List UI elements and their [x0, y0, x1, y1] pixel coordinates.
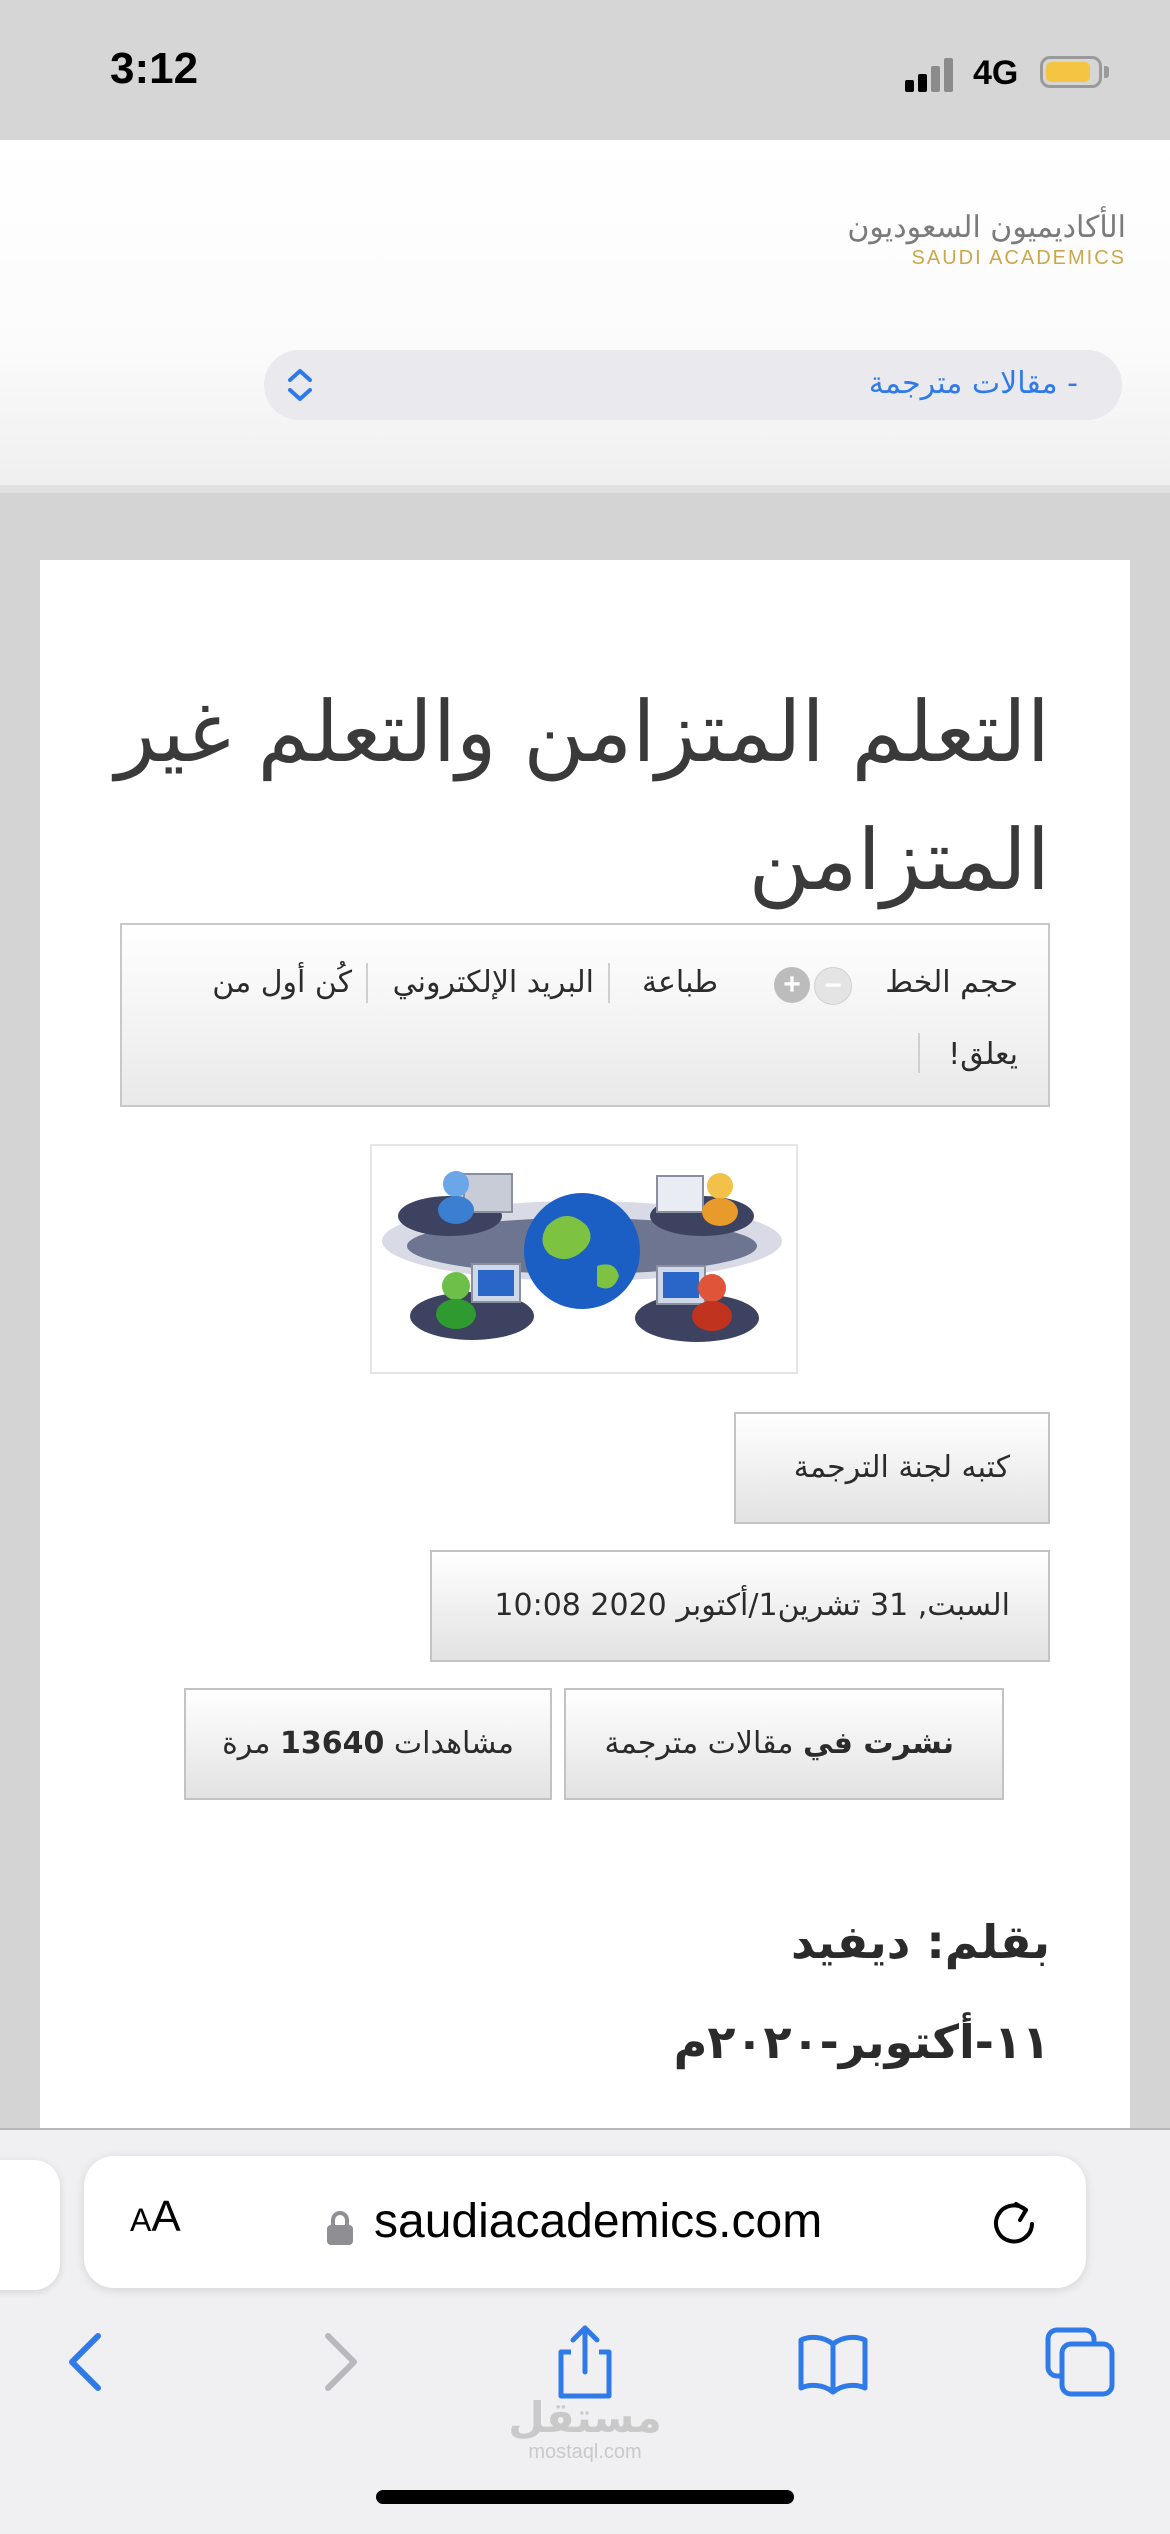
status-bar: [0, 0, 1170, 140]
page-settings-button[interactable]: AA: [130, 2192, 181, 2241]
mostaql-watermark: مستقل mostaql.com: [508, 2393, 662, 2463]
article-card: [40, 560, 1130, 2160]
section-nav-select-value: - مقالات مترجمة: [868, 366, 1078, 401]
article-title: التعلم المتزامن والتعلم غير المتزامن: [115, 683, 1050, 909]
print-link[interactable]: طباعة: [641, 965, 718, 1000]
cellular-signal-icon: [905, 58, 955, 92]
section-nav-select[interactable]: [264, 350, 1122, 420]
site-logo[interactable]: [847, 210, 1126, 270]
font-size-label: حجم الخط: [885, 965, 1018, 1000]
category-box: [564, 1688, 1004, 1800]
category-prefix: نشرت في: [802, 1726, 954, 1761]
address-bar[interactable]: [84, 2156, 1086, 2288]
chevron-up-down-icon: [282, 364, 318, 406]
plus-icon: +: [783, 968, 801, 1001]
lock-icon: [325, 2210, 355, 2246]
author-box: [734, 1412, 1050, 1524]
toolbar-divider: [918, 1033, 920, 1073]
views-count: 13640: [279, 1726, 385, 1761]
tabs-icon[interactable]: [1040, 2322, 1120, 2402]
battery-tip: [1104, 66, 1109, 78]
article-toolbar: [120, 923, 1050, 1107]
increase-font-button[interactable]: [774, 967, 810, 1003]
first-comment-link-continued[interactable]: يعلق!: [948, 1037, 1018, 1072]
toolbar-divider: [366, 963, 368, 1003]
first-comment-link[interactable]: كُن أول من: [212, 965, 352, 1000]
forward-icon[interactable]: [298, 2322, 378, 2402]
logo-english-text: SAUDI ACADEMICS: [911, 247, 1126, 269]
logo-arabic-text: الأكاديميون السعوديون: [847, 210, 1126, 245]
toolbar-divider: [608, 963, 610, 1003]
author-text: كتبه لجنة الترجمة: [793, 1450, 1010, 1485]
status-time: 3:12: [110, 44, 199, 93]
site-header: [0, 140, 1170, 493]
reload-icon[interactable]: [986, 2194, 1042, 2250]
views-box: [184, 1688, 552, 1800]
url-text[interactable]: saudiacademics.com: [374, 2195, 823, 2248]
category-link[interactable]: مقالات مترجمة: [604, 1726, 794, 1761]
views-suffix: مرة: [222, 1726, 271, 1761]
share-icon[interactable]: [545, 2322, 625, 2402]
article-image-network-globe: [370, 1144, 798, 1374]
home-indicator[interactable]: [376, 2490, 794, 2504]
minus-icon: −: [824, 969, 842, 1002]
email-link[interactable]: البريد الإلكتروني: [392, 965, 594, 1000]
back-icon[interactable]: [48, 2322, 128, 2402]
battery-icon: [1040, 56, 1102, 88]
publish-date-text: السبت, 31 تشرين1/أكتوبر 2020 10:08: [494, 1588, 1010, 1623]
browser-toolbar: [0, 2128, 1170, 2534]
views-prefix: مشاهدات: [393, 1726, 514, 1761]
article-dateline: ١١-أكتوبر-٢٠٢٠م: [673, 2015, 1050, 2069]
decrease-font-button[interactable]: [814, 967, 852, 1005]
publish-date-box: [430, 1550, 1050, 1662]
previous-tab-preview[interactable]: [0, 2160, 60, 2290]
network-type: 4G: [973, 54, 1019, 92]
bookmarks-icon[interactable]: [793, 2322, 873, 2402]
article-byline: بقلم: ديفيد: [791, 1915, 1050, 1969]
network-globe-illustration: [372, 1146, 796, 1372]
